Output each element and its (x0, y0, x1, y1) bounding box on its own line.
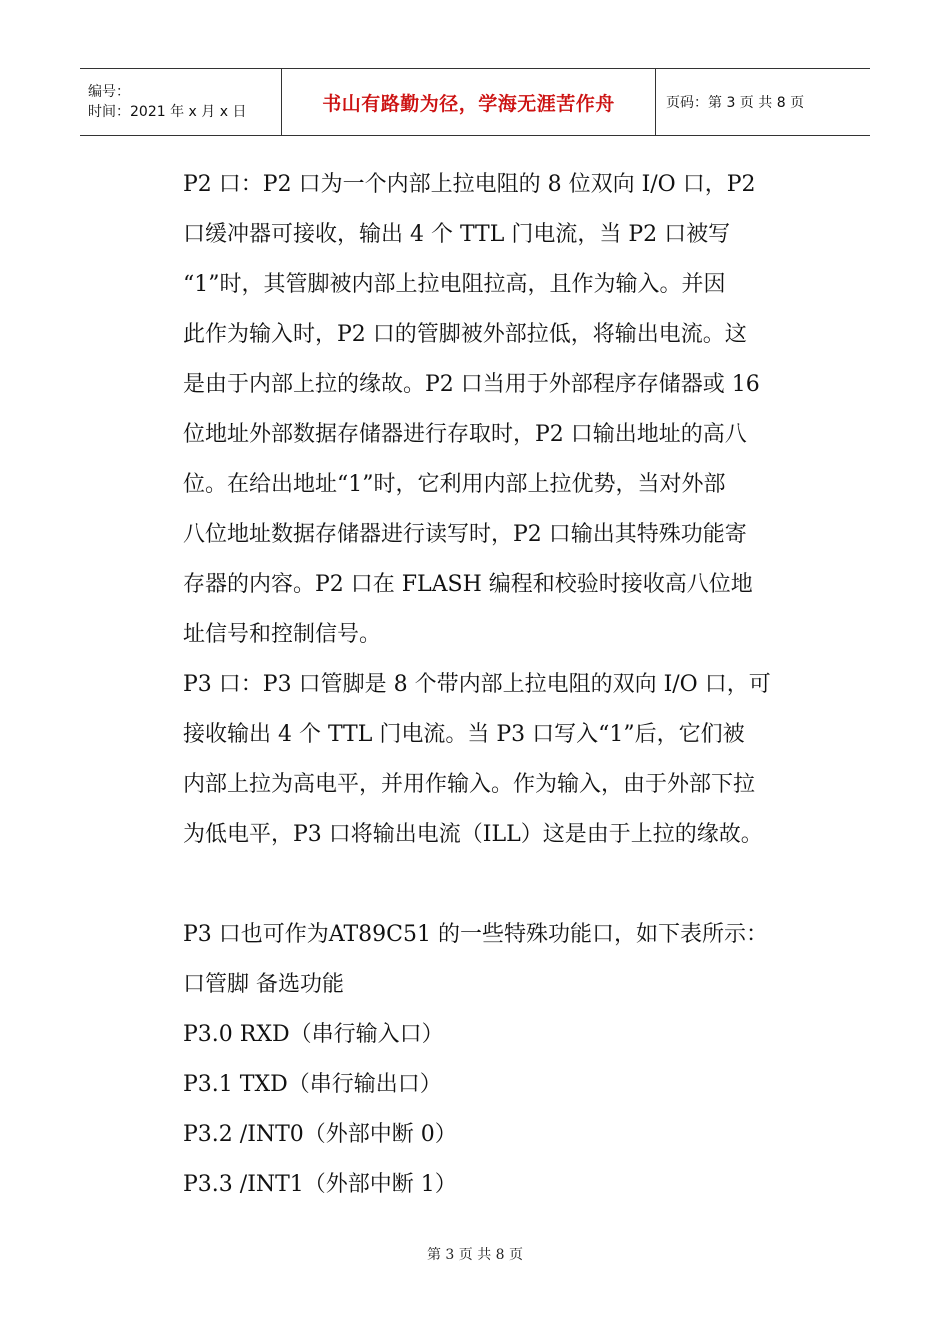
function-table-row: P3.2 /INT0（外部中断 0） (183, 1122, 457, 1147)
body-line: 此作为输入时，P2 口的管脚被外部拉低，将输出电流。这 (183, 322, 747, 347)
body-line: 为低电平，P3 口将输出电流（ILL）这是由于上拉的缘故。 (183, 822, 763, 847)
body-line: P2 口：P2 口为一个内部上拉电阻的 8 位双向 I/O 口，P2 (183, 172, 756, 197)
p3-function-intro: P3 口也可作为AT89C51 的一些特殊功能口，如下表所示： (183, 922, 768, 947)
header-meta (80, 69, 282, 135)
body-line: 位。在给出地址“1”时，它利用内部上拉优势，当对外部 (183, 472, 726, 497)
header-page-info: 页码：第 3 页 共 8 页 (666, 95, 805, 111)
header-motto: 书山有路勤为径，学海无涯苦作舟 (322, 92, 615, 115)
header-page-info-cell (656, 69, 870, 135)
document-number-label: 编号： (88, 84, 130, 100)
footer-page-number: 第 3 页 共 8 页 (426, 1247, 524, 1263)
body-line: 存器的内容。P2 口在 FLASH 编程和校验时接收高八位地 (183, 572, 753, 597)
function-table-header: 口管脚 备选功能 (183, 972, 344, 997)
body-line: 是由于内部上拉的缘故。P2 口当用于外部程序存储器或 16 (183, 372, 760, 397)
page-footer (0, 1244, 950, 1264)
paragraph-gap (183, 860, 823, 910)
body-line: 址信号和控制信号。 (183, 622, 382, 647)
document-body (183, 160, 823, 1210)
body-line: 位地址外部数据存储器进行存取时，P2 口输出地址的高八 (183, 422, 747, 447)
body-line: 口缓冲器可接收，输出 4 个 TTL 门电流，当 P2 口被写 (183, 222, 731, 247)
page-header (80, 68, 870, 136)
body-line: P3 口：P3 口管脚是 8 个带内部上拉电阻的双向 I/O 口，可 (183, 672, 771, 697)
function-table-row: P3.3 /INT1（外部中断 1） (183, 1172, 457, 1197)
header-motto-cell (282, 69, 656, 135)
body-line: 八位地址数据存储器进行读写时，P2 口输出其特殊功能寄 (183, 522, 747, 547)
body-line: 接收输出 4 个 TTL 门电流。当 P3 口写入“1”后，它们被 (183, 722, 745, 747)
document-date: 时间：2021 年 x 月 x 日 (88, 104, 247, 120)
body-line: 内部上拉为高电平，并用作输入。作为输入，由于外部下拉 (183, 772, 756, 797)
function-table-row: P3.0 RXD（串行输入口） (183, 1022, 444, 1047)
function-table-row: P3.1 TXD（串行输出口） (183, 1072, 442, 1097)
body-line: “1”时，其管脚被内部上拉电阻拉高，且作为输入。并因 (183, 272, 726, 297)
